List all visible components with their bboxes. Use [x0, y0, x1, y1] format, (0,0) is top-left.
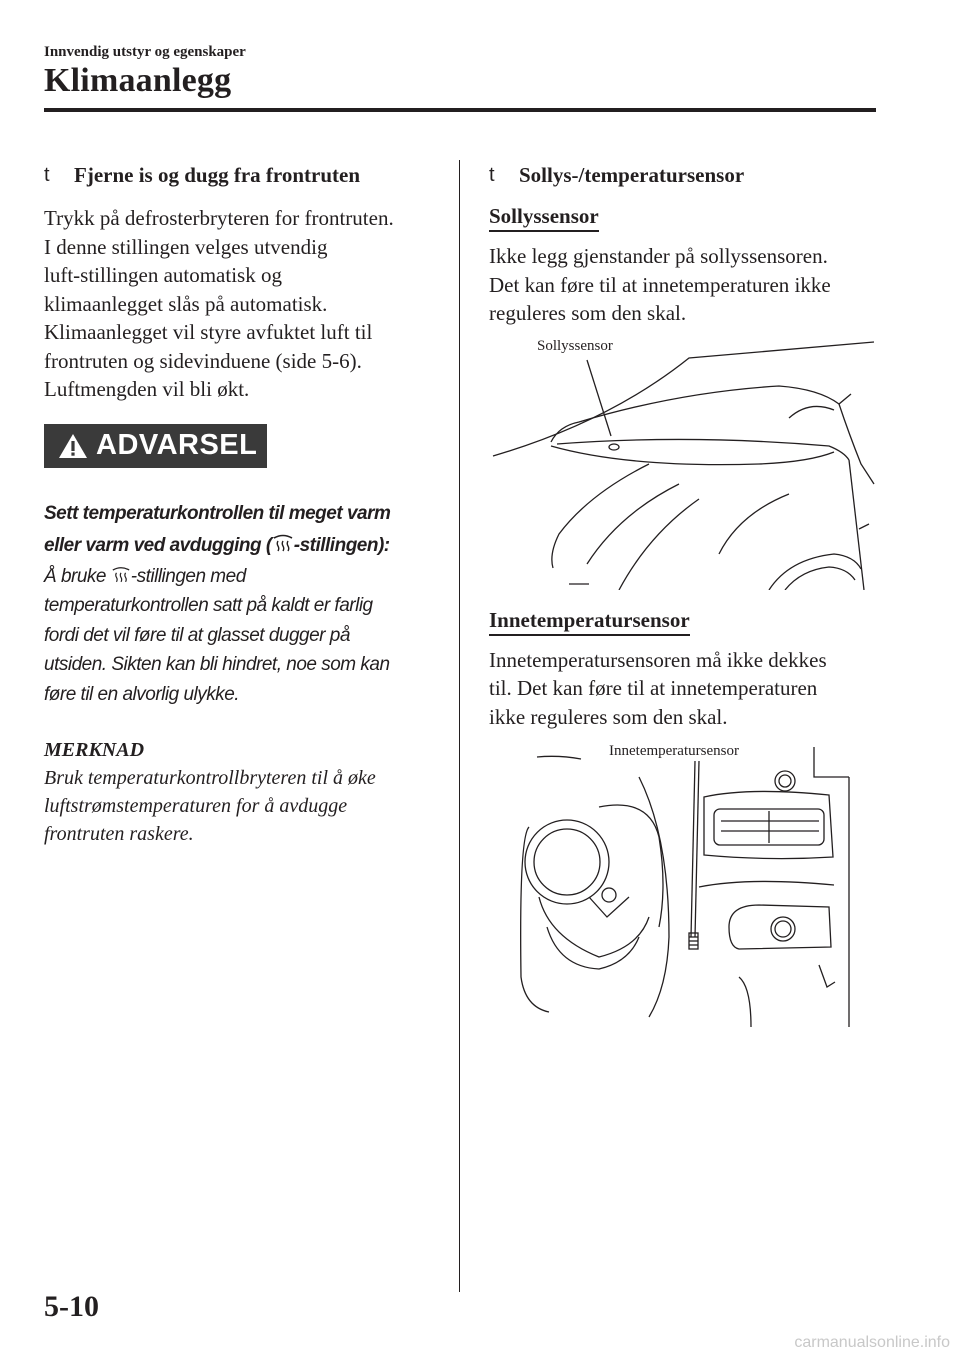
- sun-sensor-heading: Sollyssensor: [489, 202, 599, 232]
- text-line: frontruten og sidevinduene (side 5-6).: [44, 348, 362, 373]
- section-heading-defrost: [44, 160, 444, 190]
- text-line: Luftmengden vil bli økt.: [44, 377, 250, 401]
- column-divider: [459, 160, 460, 1292]
- sun-sensor-figure: [489, 334, 879, 590]
- warning-heading-line: [44, 530, 444, 562]
- note-heading: MERKNAD: [44, 739, 145, 761]
- section-bullet: t: [44, 164, 50, 186]
- note-line: luftstrømstemperaturen for å avdugge: [44, 795, 348, 817]
- warning-body-line: fordi det vil føre til at glasset dugger på: [44, 624, 350, 646]
- warning-body: [44, 562, 444, 710]
- text-line: Ikke legg gjenstander på sollyssensoren.: [489, 244, 828, 268]
- warning-badge: [44, 424, 267, 468]
- defroster-icon: [272, 534, 294, 554]
- warning-body-line: [44, 562, 444, 592]
- note-line: Bruk temperaturkontrollbryteren til å øke: [44, 767, 376, 789]
- chapter-title: Innvendig utstyr og egenskaper: [44, 44, 246, 60]
- temp-sensor-heading: Innetemperatursensor: [489, 606, 690, 636]
- text-line: luft-stillingen automatisk og: [44, 263, 282, 287]
- text-line: Klimaanlegget vil styre avfuktet luft til: [44, 320, 373, 344]
- steering-wheel-illustration: [489, 737, 879, 1027]
- text-line: Det kan føre til at innetemperaturen ikke: [489, 272, 831, 297]
- temp-sensor-paragraph: [489, 646, 889, 732]
- note-line: frontruten raskere.: [44, 823, 194, 845]
- warning-heading: [44, 498, 444, 562]
- left-column: [44, 160, 444, 848]
- text-line: I denne stillingen velges utvendig: [44, 234, 328, 259]
- dashboard-illustration: [489, 334, 879, 590]
- section-heading-sensor: [489, 160, 889, 190]
- page-title: Klimaanlegg: [44, 62, 232, 99]
- temp-sensor-figure-label: Innetemperatursensor: [609, 743, 739, 759]
- warning-label: ADVARSEL: [96, 429, 258, 461]
- note-body: [44, 764, 444, 848]
- page-number: 5-10: [44, 1290, 99, 1323]
- text-line: Trykk på defrosterbryteren for frontruten.: [44, 206, 394, 230]
- section-title: Sollys-/temperatursensor: [519, 163, 745, 187]
- temp-sensor-figure: [489, 737, 879, 1027]
- section-title: Fjerne is og dugg fra frontruten: [74, 163, 360, 187]
- warning-triangle-icon: [58, 432, 88, 460]
- warning-body-line: temperaturkontrollen satt på kaldt er farlig: [44, 595, 373, 616]
- warning-heading-text: -stillingen):: [293, 534, 390, 556]
- right-column: [489, 160, 889, 1027]
- defroster-icon: [111, 566, 131, 585]
- warning-body-line: utsiden. Sikten kan bli hindret, noe som kan: [44, 654, 390, 675]
- section-bullet: t: [489, 164, 495, 186]
- text-line: Innetemperatursensoren må ikke dekkes: [489, 647, 827, 672]
- warning-body-text: -stillingen med: [130, 565, 246, 587]
- warning-heading-line: Sett temperaturkontrollen til meget varm: [44, 502, 391, 524]
- header-rule: [44, 108, 876, 112]
- text-line: til. Det kan føre til at innetemperaturen: [489, 676, 818, 700]
- warning-heading-text: eller varm ved avdugging (: [44, 534, 272, 556]
- text-line: reguleres som den skal.: [489, 301, 687, 325]
- sun-sensor-figure-label: Sollyssensor: [537, 337, 613, 354]
- text-line: ikke reguleres som den skal.: [489, 704, 728, 729]
- warning-body-text: Å bruke: [44, 565, 111, 587]
- defrost-paragraph: [44, 204, 444, 404]
- text-line: klimaanlegget slås på automatisk.: [44, 291, 328, 316]
- sun-sensor-paragraph: [489, 242, 889, 328]
- warning-body-line: føre til en alvorlig ulykke.: [44, 683, 240, 705]
- watermark-text: carmanualsonline.info: [794, 1334, 950, 1351]
